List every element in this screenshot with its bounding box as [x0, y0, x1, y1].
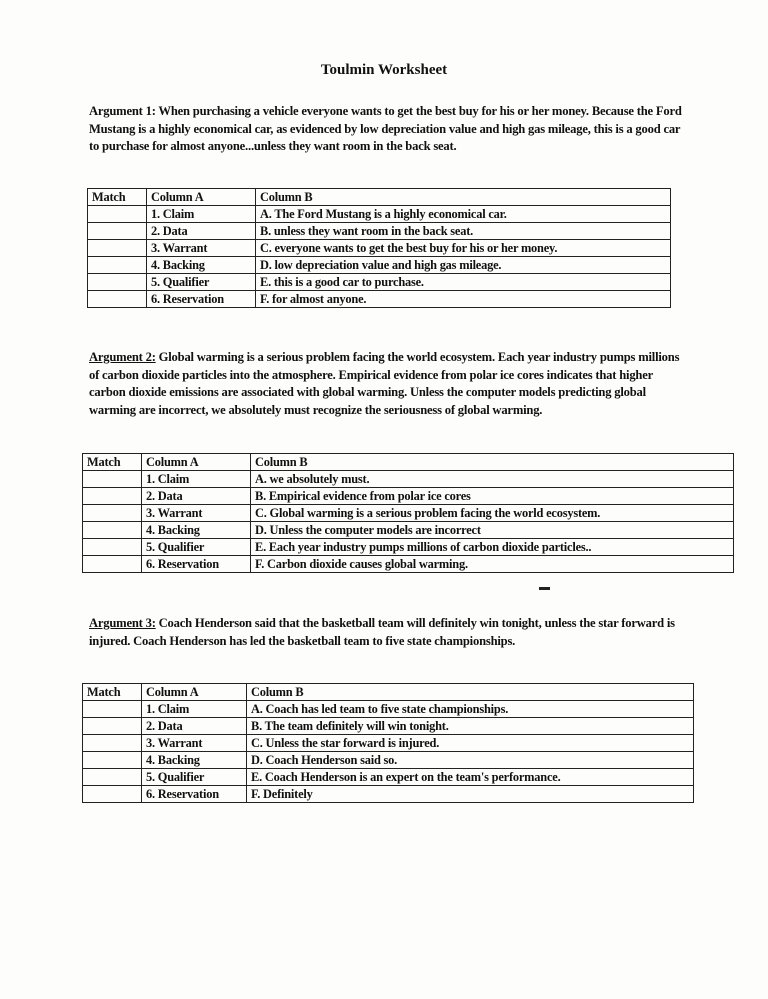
- column-a-cell: 2. Data: [142, 488, 251, 505]
- table-row: [83, 488, 734, 505]
- match-cell[interactable]: [83, 769, 142, 786]
- argument-3-text: [89, 615, 689, 650]
- table-row: [88, 274, 671, 291]
- column-b-cell: B. Empirical evidence from polar ice cores: [251, 488, 734, 505]
- column-a-cell: 1. Claim: [142, 701, 247, 718]
- argument-1-text: [89, 103, 689, 156]
- argument-1-label: Argument 1:: [89, 104, 156, 118]
- column-b-cell: A. Coach has led team to five state championships.: [247, 701, 694, 718]
- table-row: [83, 471, 734, 488]
- match-cell[interactable]: [83, 539, 142, 556]
- match-cell[interactable]: [83, 786, 142, 803]
- column-b-cell: F. Definitely: [247, 786, 694, 803]
- match-cell[interactable]: [83, 735, 142, 752]
- header-column-a: Column A: [142, 454, 251, 471]
- table-row: [83, 752, 694, 769]
- column-a-cell: 1. Claim: [142, 471, 251, 488]
- column-b-cell: A. we absolutely must.: [251, 471, 734, 488]
- column-b-cell: B. The team definitely will win tonight.: [247, 718, 694, 735]
- column-b-cell: C. everyone wants to get the best buy for his or her money.: [256, 240, 671, 257]
- table-row: [88, 257, 671, 274]
- argument-2-label: Argument 2:: [89, 350, 156, 364]
- table-row: [83, 505, 734, 522]
- match-cell[interactable]: [88, 240, 147, 257]
- column-a-cell: 1. Claim: [147, 206, 256, 223]
- table-row: [83, 701, 694, 718]
- header-column-b: Column B: [251, 454, 734, 471]
- header-column-a: Column A: [147, 189, 256, 206]
- column-a-cell: 5. Qualifier: [142, 539, 251, 556]
- column-b-cell: E. this is a good car to purchase.: [256, 274, 671, 291]
- header-match: Match: [88, 189, 147, 206]
- column-a-cell: 3. Warrant: [147, 240, 256, 257]
- table-header-row: [83, 684, 694, 701]
- column-b-cell: A. The Ford Mustang is a highly economical car.: [256, 206, 671, 223]
- column-a-cell: 2. Data: [147, 223, 256, 240]
- match-cell[interactable]: [83, 752, 142, 769]
- match-cell[interactable]: [88, 274, 147, 291]
- column-a-cell: 4. Backing: [147, 257, 256, 274]
- page-title: Toulmin Worksheet: [320, 62, 448, 78]
- column-b-cell: D. low depreciation value and high gas mileage.: [256, 257, 671, 274]
- match-cell[interactable]: [88, 257, 147, 274]
- header-column-a: Column A: [142, 684, 247, 701]
- header-column-b: Column B: [256, 189, 671, 206]
- table-row: [83, 522, 734, 539]
- header-match: Match: [83, 684, 142, 701]
- column-a-cell: 4. Backing: [142, 522, 251, 539]
- column-b-cell: C. Unless the star forward is injured.: [247, 735, 694, 752]
- table-row: [83, 786, 694, 803]
- match-cell[interactable]: [83, 488, 142, 505]
- header-column-b: Column B: [247, 684, 694, 701]
- argument-3-table: [82, 683, 694, 803]
- match-cell[interactable]: [83, 505, 142, 522]
- table-row: [83, 735, 694, 752]
- column-a-cell: 3. Warrant: [142, 505, 251, 522]
- column-b-cell: D. Unless the computer models are incorrect: [251, 522, 734, 539]
- column-a-cell: 2. Data: [142, 718, 247, 735]
- column-b-cell: E. Coach Henderson is an expert on the team's performance.: [247, 769, 694, 786]
- table-header-row: [83, 454, 734, 471]
- table-header-row: [88, 189, 671, 206]
- column-a-cell: 6. Reservation: [142, 786, 247, 803]
- table-row: [83, 556, 734, 573]
- column-a-cell: 5. Qualifier: [147, 274, 256, 291]
- match-cell[interactable]: [83, 556, 142, 573]
- table-row: [88, 291, 671, 308]
- column-a-cell: 6. Reservation: [142, 556, 251, 573]
- table-row: [88, 240, 671, 257]
- argument-1-body: When purchasing a vehicle everyone wants to get the best buy for his or her money. Because the Ford Mustang is a highly economical car, as evidenced by low depreciation value and high gas mileage, this is a good car to purchase for almost anyone...unless they want room in the back seat.: [89, 104, 682, 153]
- match-cell[interactable]: [83, 522, 142, 539]
- column-b-cell: F. Carbon dioxide causes global warming.: [251, 556, 734, 573]
- argument-3-label: Argument 3:: [89, 616, 156, 630]
- match-cell[interactable]: [83, 718, 142, 735]
- match-cell[interactable]: [83, 701, 142, 718]
- column-b-cell: F. for almost anyone.: [256, 291, 671, 308]
- match-cell[interactable]: [88, 291, 147, 308]
- match-cell[interactable]: [88, 223, 147, 240]
- column-b-cell: E. Each year industry pumps millions of carbon dioxide particles..: [251, 539, 734, 556]
- column-a-cell: 5. Qualifier: [142, 769, 247, 786]
- table-row: [88, 223, 671, 240]
- argument-2-body: Global warming is a serious problem facing the world ecosystem. Each year industry pumps millions of carbon dioxide particles into the atmosphere. Empirical evidence from polar ice cores indicates that higher carbon dioxide emissions are associated with global warming. Unless the computer models predicting global warming are incorrect, we absolutely must recognize the seriousness of global warming.: [89, 350, 680, 417]
- table-row: [83, 539, 734, 556]
- column-b-cell: D. Coach Henderson said so.: [247, 752, 694, 769]
- column-b-cell: C. Global warming is a serious problem facing the world ecosystem.: [251, 505, 734, 522]
- column-a-cell: 3. Warrant: [142, 735, 247, 752]
- table-row: [83, 718, 694, 735]
- column-b-cell: B. unless they want room in the back seat.: [256, 223, 671, 240]
- argument-3-body: Coach Henderson said that the basketball team will definitely win tonight, unless the star forward is injured. Coach Henderson has led the basketball team to five state championships.: [89, 616, 675, 648]
- table-row: [83, 769, 694, 786]
- stray-mark: [539, 587, 550, 590]
- argument-1-table: [87, 188, 671, 308]
- argument-2-text: [89, 349, 689, 419]
- match-cell[interactable]: [88, 206, 147, 223]
- column-a-cell: 6. Reservation: [147, 291, 256, 308]
- match-cell[interactable]: [83, 471, 142, 488]
- column-a-cell: 4. Backing: [142, 752, 247, 769]
- table-row: [88, 206, 671, 223]
- header-match: Match: [83, 454, 142, 471]
- argument-2-table: [82, 453, 734, 573]
